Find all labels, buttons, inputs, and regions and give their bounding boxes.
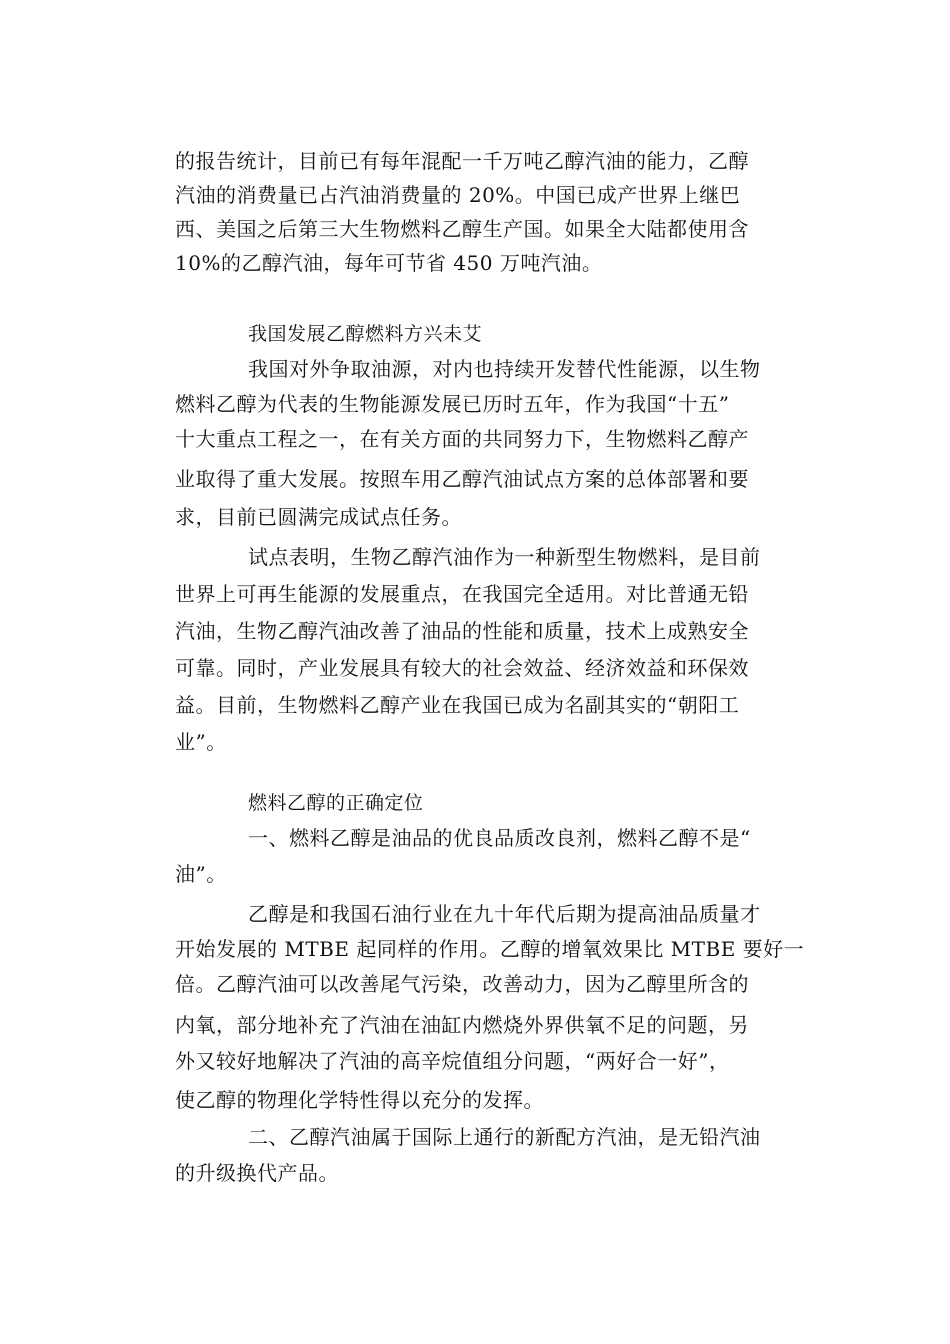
text-line: 益。目前，生物燃料乙醇产业在我国已成为名副其实的“朝阳工 <box>175 693 740 717</box>
text-line: 的报告统计，目前已有每年混配一千万吨乙醇汽油的能力，乙醇 <box>175 149 749 173</box>
text-line: 10%的乙醇汽油，每年可节省 450 万吨汽油。 <box>175 251 603 275</box>
text-line: 汽油，生物乙醇汽油改善了油品的性能和质量，技术上成熟安全 <box>175 619 749 643</box>
text-line: 一、燃料乙醇是油品的优良品质改良剂，燃料乙醇不是“ <box>248 826 751 850</box>
text-line: 油”。 <box>175 862 227 886</box>
text-line: 倍。乙醇汽油可以改善尾气污染，改善动力，因为乙醇里所含的 <box>175 972 749 996</box>
text-line: 开始发展的 MTBE 起同样的作用。乙醇的增氧效果比 MTBE 要好一 <box>175 937 805 961</box>
text-line: 西、美国之后第三大生物燃料乙醇生产国。如果全大陆都使用含 <box>175 217 749 241</box>
text-line: 业”。 <box>175 730 227 754</box>
text-line: 外又较好地解决了汽油的高辛烷值组分问题，“两好合一好”， <box>175 1049 730 1073</box>
text-line: 内氧，部分地补充了汽油在油缸内燃烧外界供氧不足的问题，另 <box>175 1013 749 1037</box>
text-line: 二、乙醇汽油属于国际上通行的新配方汽油，是无铅汽油 <box>248 1125 761 1149</box>
text-line: 使乙醇的物理化学特性得以充分的发挥。 <box>175 1088 544 1112</box>
text-line: 试点表明，生物乙醇汽油作为一种新型生物燃料，是目前 <box>248 545 761 569</box>
text-line: 可靠。同时，产业发展具有较大的社会效益、经济效益和环保效 <box>175 656 749 680</box>
text-line: 十大重点工程之一，在有关方面的共同努力下，生物燃料乙醇产 <box>175 427 749 451</box>
section-heading: 我国发展乙醇燃料方兴未艾 <box>248 323 483 345</box>
text-line: 我国对外争取油源，对内也持续开发替代性能源，以生物 <box>248 357 761 381</box>
text-line: 业取得了重大发展。按照车用乙醇汽油试点方案的总体部署和要 <box>175 467 749 491</box>
text-line: 汽油的消费量已占汽油消费量的 20%。中国已成产世界上继巴 <box>175 183 741 207</box>
text-line: 的升级换代产品。 <box>175 1161 339 1185</box>
text-line: 世界上可再生能源的发展重点，在我国完全适用。对比普通无铅 <box>175 582 749 606</box>
text-line: 求，目前已圆满完成试点任务。 <box>175 505 462 529</box>
text-line: 燃料乙醇为代表的生物能源发展已历时五年，作为我国“十五” <box>175 392 730 416</box>
text-line: 乙醇是和我国石油行业在九十年代后期为提高油品质量才 <box>248 902 761 926</box>
section-heading: 燃料乙醇的正确定位 <box>248 792 424 814</box>
